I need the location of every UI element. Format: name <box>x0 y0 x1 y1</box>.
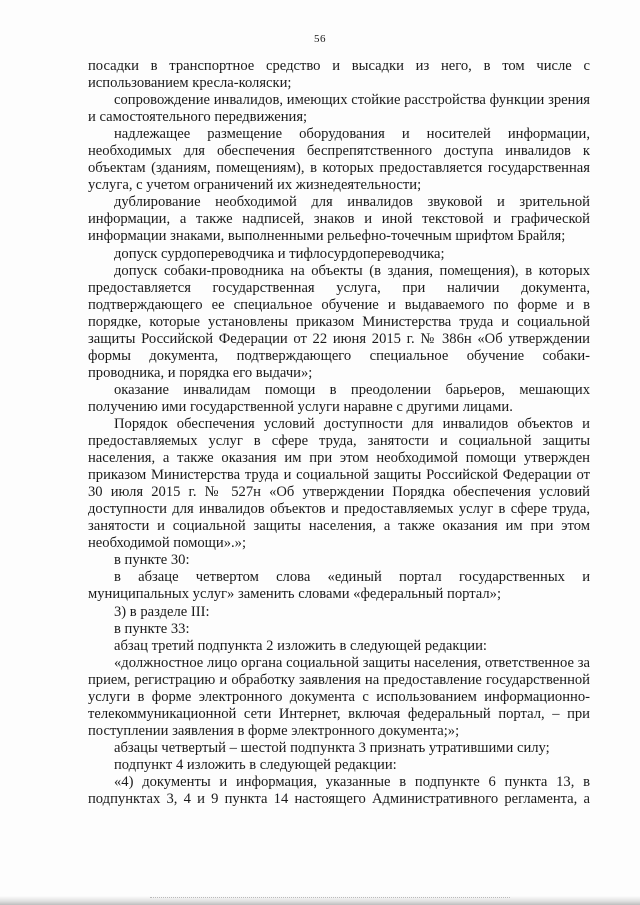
page-number: 56 <box>314 33 326 45</box>
paragraph: Порядок обеспечения условий доступности для инвалидов объектов и предоставляемых услуг в сфере труда, занятости и социальной защиты населения, а также оказания им при этом необходимой помощи утвержден приказом Министерства труда и социальной защиты Российской Федерации от 30 июля 2015 г. № 527н «Об утверждении Порядка обеспечения условий доступности для инвалидов объектов и предоставляемых услуг в сфере труда, занятости и социальной защиты населения, а также оказания им при этом необходимой помощи».»; <box>88 415 590 552</box>
paragraph: в абзаце четвертом слова «единый портал государственных и муниципальных услуг» заменить словами «федеральный портал»; <box>88 569 590 603</box>
paragraph: абзацы четвертый – шестой подпункта 3 признать утратившими силу; <box>114 739 550 756</box>
document-body <box>88 58 590 808</box>
paragraph: «4) документы и информация, указанные в подпункте 6 пункта 13, в подпунктах 3, 4 и 9 пункта 14 настоящего Административного регламента, а <box>88 773 590 808</box>
paragraph: в пункте 30: <box>114 552 190 569</box>
paragraph: допуск сурдопереводчика и тифлосурдопереводчика; <box>114 245 445 262</box>
paragraph: дублирование необходимой для инвалидов звуковой и зрительной информации, а также надписей, знаков и иной текстовой и графической информации знаками, выполненными рельефно-точечным шрифтом Брайля; <box>88 194 590 245</box>
scan-bottom-edge <box>0 896 640 905</box>
paragraph: оказание инвалидам помощи в преодолении барьеров, мешающих получению ими государственной услуги наравне с другими лицами. <box>88 381 590 415</box>
paragraph: допуск собаки-проводника на объекты (в здания, помещения), в которых предоставляется государственная услуга, при наличии документа, подтверждающего ее специальное обучение и выдаваемого по форме и в порядке, которые установлены приказом Министерства труда и социальной защиты Российской Федерации от 22 июня 2015 г. № 386н «Об утверждении формы документа, подтверждающего специальное обучение собаки-проводника, и порядка его выдачи»; <box>88 262 590 381</box>
paragraph: сопровождение инвалидов, имеющих стойкие расстройства функции зрения и самостоятельного передвижения; <box>88 92 590 126</box>
paragraph: абзац третий подпункта 2 изложить в следующей редакции: <box>114 637 487 654</box>
paragraph: подпункт 4 изложить в следующей редакции: <box>114 756 397 773</box>
paragraph: в пункте 33: <box>114 620 190 637</box>
paragraph: «должностное лицо органа социальной защиты населения, ответственное за прием, регистрацию и обработку заявления на предоставление государственной услуги в форме электронного документа с использованием информационно-телекоммуникационной сети Интернет, включая федеральный портал, – при поступлении заявления в форме электронного документа;»; <box>88 654 590 739</box>
paragraph: посадки в транспортное средство и высадки из него, в том числе с использованием кресла-коляски; <box>88 58 590 92</box>
paragraph: 3) в разделе III: <box>114 603 210 620</box>
paragraph: надлежащее размещение оборудования и носителей информации, необходимых для обеспечения беспрепятственного доступа инвалидов к объектам (зданиям, помещениям), в которых предоставляется государственная услуга, с учетом ограничений их жизнедеятельности; <box>88 126 590 194</box>
